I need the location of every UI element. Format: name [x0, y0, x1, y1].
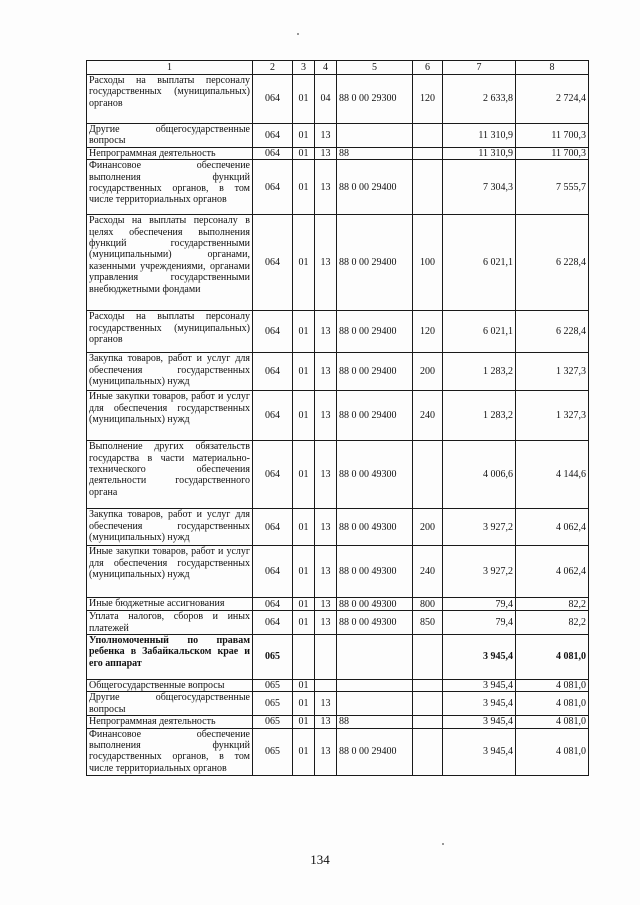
target-article-cell: 88 0 00 29400: [337, 311, 413, 353]
table-row: [87, 509, 589, 546]
expense-type-cell: 850: [413, 611, 443, 635]
amount-year1-cell: 3 945,4: [443, 728, 516, 775]
subsection-cell: [315, 680, 337, 692]
subsection-cell: 13: [315, 160, 337, 215]
header-cell: 5: [337, 61, 413, 75]
row-name-cell: Финансовое обеспечение выполнения функций государственных органов, в том числе территориальных органов: [87, 728, 253, 775]
section-cell: 01: [293, 680, 315, 692]
row-name-cell: Иные бюджетные ассигнования: [87, 598, 253, 611]
row-name-cell: Расходы на выплаты персоналу в целях обеспечения выполнения функций государственными (муниципальными) органами, казенными учреждениями, органами управления государственными внебюджетными фондами: [87, 215, 253, 311]
header-cell: 4: [315, 61, 337, 75]
expense-type-cell: [413, 441, 443, 509]
section-cell: 01: [293, 391, 315, 441]
subsection-cell: [315, 635, 337, 680]
row-name-cell: Расходы на выплаты персоналу государственных (муниципальных) органов: [87, 75, 253, 124]
ved-cell: 064: [253, 215, 293, 311]
subsection-cell: 13: [315, 124, 337, 148]
ved-cell: 064: [253, 160, 293, 215]
ved-cell: 064: [253, 441, 293, 509]
section-cell: 01: [293, 598, 315, 611]
header-cell: 1: [87, 61, 253, 75]
amount-year1-cell: 7 304,3: [443, 160, 516, 215]
expense-type-cell: 120: [413, 75, 443, 124]
ved-cell: 064: [253, 611, 293, 635]
ved-cell: 064: [253, 391, 293, 441]
amount-year2-cell: 4 144,6: [516, 441, 589, 509]
section-cell: 01: [293, 509, 315, 546]
target-article-cell: 88 0 00 29400: [337, 215, 413, 311]
ved-cell: 065: [253, 635, 293, 680]
table-row: [87, 353, 589, 391]
amount-year1-cell: 1 283,2: [443, 353, 516, 391]
table-row: [87, 75, 589, 124]
table-row: [87, 716, 589, 728]
table-row: [87, 635, 589, 680]
amount-year2-cell: 11 700,3: [516, 147, 589, 159]
target-article-cell: 88 0 00 49300: [337, 611, 413, 635]
ved-cell: 064: [253, 124, 293, 148]
amount-year1-cell: 1 283,2: [443, 391, 516, 441]
amount-year2-cell: 2 724,4: [516, 75, 589, 124]
amount-year1-cell: 3 945,4: [443, 635, 516, 680]
header-cell: 7: [443, 61, 516, 75]
amount-year2-cell: 6 228,4: [516, 311, 589, 353]
subsection-cell: 13: [315, 509, 337, 546]
row-name-cell: Расходы на выплаты персоналу государственных (муниципальных) органов: [87, 311, 253, 353]
table-row: [87, 391, 589, 441]
amount-year1-cell: 6 021,1: [443, 311, 516, 353]
ved-cell: 064: [253, 598, 293, 611]
ved-cell: 064: [253, 546, 293, 598]
amount-year2-cell: 4 081,0: [516, 635, 589, 680]
target-article-cell: 88 0 00 29400: [337, 353, 413, 391]
table-row: [87, 598, 589, 611]
expense-type-cell: 120: [413, 311, 443, 353]
row-name-cell: Общегосударственные вопросы: [87, 680, 253, 692]
expense-type-cell: 800: [413, 598, 443, 611]
subsection-cell: 04: [315, 75, 337, 124]
expense-type-cell: [413, 635, 443, 680]
amount-year1-cell: 11 310,9: [443, 147, 516, 159]
section-cell: [293, 635, 315, 680]
table-row: [87, 160, 589, 215]
target-article-cell: [337, 680, 413, 692]
amount-year2-cell: 4 062,4: [516, 546, 589, 598]
table-row: [87, 124, 589, 148]
subsection-cell: 13: [315, 546, 337, 598]
target-article-cell: 88 0 00 49300: [337, 441, 413, 509]
header-cell: 2: [253, 61, 293, 75]
expense-type-cell: 100: [413, 215, 443, 311]
section-cell: 01: [293, 215, 315, 311]
header-cell: 3: [293, 61, 315, 75]
expense-type-cell: [413, 680, 443, 692]
amount-year2-cell: 6 228,4: [516, 215, 589, 311]
subsection-cell: 13: [315, 611, 337, 635]
amount-year2-cell: 7 555,7: [516, 160, 589, 215]
amount-year2-cell: 82,2: [516, 611, 589, 635]
ved-cell: 065: [253, 728, 293, 775]
subsection-cell: 13: [315, 716, 337, 728]
amount-year1-cell: 2 633,8: [443, 75, 516, 124]
table-row: [87, 147, 589, 159]
subsection-cell: 13: [315, 692, 337, 716]
row-name-cell: Закупка товаров, работ и услуг для обеспечения государственных (муниципальных) нужд: [87, 353, 253, 391]
target-article-cell: 88 0 00 29400: [337, 391, 413, 441]
section-cell: 01: [293, 441, 315, 509]
target-article-cell: [337, 692, 413, 716]
table-row: [87, 692, 589, 716]
target-article-cell: 88 0 00 49300: [337, 509, 413, 546]
amount-year1-cell: 79,4: [443, 598, 516, 611]
subsection-cell: 13: [315, 441, 337, 509]
row-name-cell: Иные закупки товаров, работ и услуг для обеспечения государственных (муниципальных) нужд: [87, 546, 253, 598]
subsection-cell: 13: [315, 215, 337, 311]
row-name-cell: Иные закупки товаров, работ и услуг для обеспечения государственных (муниципальных) нужд: [87, 391, 253, 441]
amount-year1-cell: 3 945,4: [443, 692, 516, 716]
table-row: [87, 311, 589, 353]
table-row: [87, 215, 589, 311]
section-cell: 01: [293, 728, 315, 775]
table-header-row: [87, 61, 589, 75]
amount-year1-cell: 11 310,9: [443, 124, 516, 148]
section-cell: 01: [293, 546, 315, 598]
row-name-cell: Уполномоченный по правам ребенка в Забайкальском крае и его аппарат: [87, 635, 253, 680]
row-name-cell: Уплата налогов, сборов и иных платежей: [87, 611, 253, 635]
target-article-cell: 88 0 00 29400: [337, 160, 413, 215]
amount-year2-cell: 82,2: [516, 598, 589, 611]
section-cell: 01: [293, 160, 315, 215]
subsection-cell: 13: [315, 147, 337, 159]
amount-year1-cell: 3 927,2: [443, 546, 516, 598]
table-row: [87, 680, 589, 692]
amount-year1-cell: 3 945,4: [443, 680, 516, 692]
amount-year2-cell: 4 081,0: [516, 680, 589, 692]
ved-cell: 065: [253, 716, 293, 728]
expense-type-cell: [413, 716, 443, 728]
subsection-cell: 13: [315, 353, 337, 391]
section-cell: 01: [293, 716, 315, 728]
row-name-cell: Другие общегосударственные вопросы: [87, 124, 253, 148]
amount-year2-cell: 4 081,0: [516, 692, 589, 716]
ved-cell: 065: [253, 680, 293, 692]
row-name-cell: Непрограммная деятельность: [87, 147, 253, 159]
expense-type-cell: [413, 160, 443, 215]
amount-year1-cell: 3 927,2: [443, 509, 516, 546]
scan-speck: [297, 33, 299, 35]
page-number: 134: [310, 852, 330, 867]
section-cell: 01: [293, 147, 315, 159]
row-name-cell: Закупка товаров, работ и услуг для обеспечения государственных (муниципальных) нужд: [87, 509, 253, 546]
row-name-cell: Другие общегосударственные вопросы: [87, 692, 253, 716]
amount-year2-cell: 4 062,4: [516, 509, 589, 546]
expense-type-cell: [413, 692, 443, 716]
table-row: [87, 728, 589, 775]
ved-cell: 065: [253, 692, 293, 716]
scan-speck: [442, 843, 444, 845]
expense-type-cell: [413, 147, 443, 159]
target-article-cell: 88 0 00 29400: [337, 728, 413, 775]
expense-type-cell: 240: [413, 391, 443, 441]
row-name-cell: Непрограммная деятельность: [87, 716, 253, 728]
target-article-cell: 88 0 00 29300: [337, 75, 413, 124]
amount-year1-cell: 6 021,1: [443, 215, 516, 311]
header-cell: 8: [516, 61, 589, 75]
table-row: [87, 441, 589, 509]
target-article-cell: [337, 124, 413, 148]
budget-table: [86, 60, 589, 776]
amount-year2-cell: 4 081,0: [516, 728, 589, 775]
subsection-cell: 13: [315, 391, 337, 441]
row-name-cell: Выполнение других обязательств государства в части материально-технического обеспечения деятельности государственного органа: [87, 441, 253, 509]
amount-year1-cell: 79,4: [443, 611, 516, 635]
amount-year1-cell: 3 945,4: [443, 716, 516, 728]
section-cell: 01: [293, 611, 315, 635]
table-row: [87, 546, 589, 598]
amount-year2-cell: 4 081,0: [516, 716, 589, 728]
section-cell: 01: [293, 124, 315, 148]
target-article-cell: [337, 635, 413, 680]
ved-cell: 064: [253, 147, 293, 159]
subsection-cell: 13: [315, 728, 337, 775]
target-article-cell: 88 0 00 49300: [337, 546, 413, 598]
amount-year1-cell: 4 006,6: [443, 441, 516, 509]
ved-cell: 064: [253, 75, 293, 124]
section-cell: 01: [293, 353, 315, 391]
expense-type-cell: [413, 728, 443, 775]
row-name-cell: Финансовое обеспечение выполнения функций государственных органов, в том числе территориальных органов: [87, 160, 253, 215]
table-row: [87, 611, 589, 635]
target-article-cell: 88 0 00 49300: [337, 598, 413, 611]
section-cell: 01: [293, 75, 315, 124]
expense-type-cell: 200: [413, 353, 443, 391]
expense-type-cell: 240: [413, 546, 443, 598]
subsection-cell: 13: [315, 598, 337, 611]
ved-cell: 064: [253, 311, 293, 353]
section-cell: 01: [293, 311, 315, 353]
expense-type-cell: 200: [413, 509, 443, 546]
ved-cell: 064: [253, 509, 293, 546]
target-article-cell: 88: [337, 147, 413, 159]
target-article-cell: 88: [337, 716, 413, 728]
amount-year2-cell: 1 327,3: [516, 353, 589, 391]
expense-type-cell: [413, 124, 443, 148]
amount-year2-cell: 11 700,3: [516, 124, 589, 148]
amount-year2-cell: 1 327,3: [516, 391, 589, 441]
section-cell: 01: [293, 692, 315, 716]
ved-cell: 064: [253, 353, 293, 391]
subsection-cell: 13: [315, 311, 337, 353]
header-cell: 6: [413, 61, 443, 75]
